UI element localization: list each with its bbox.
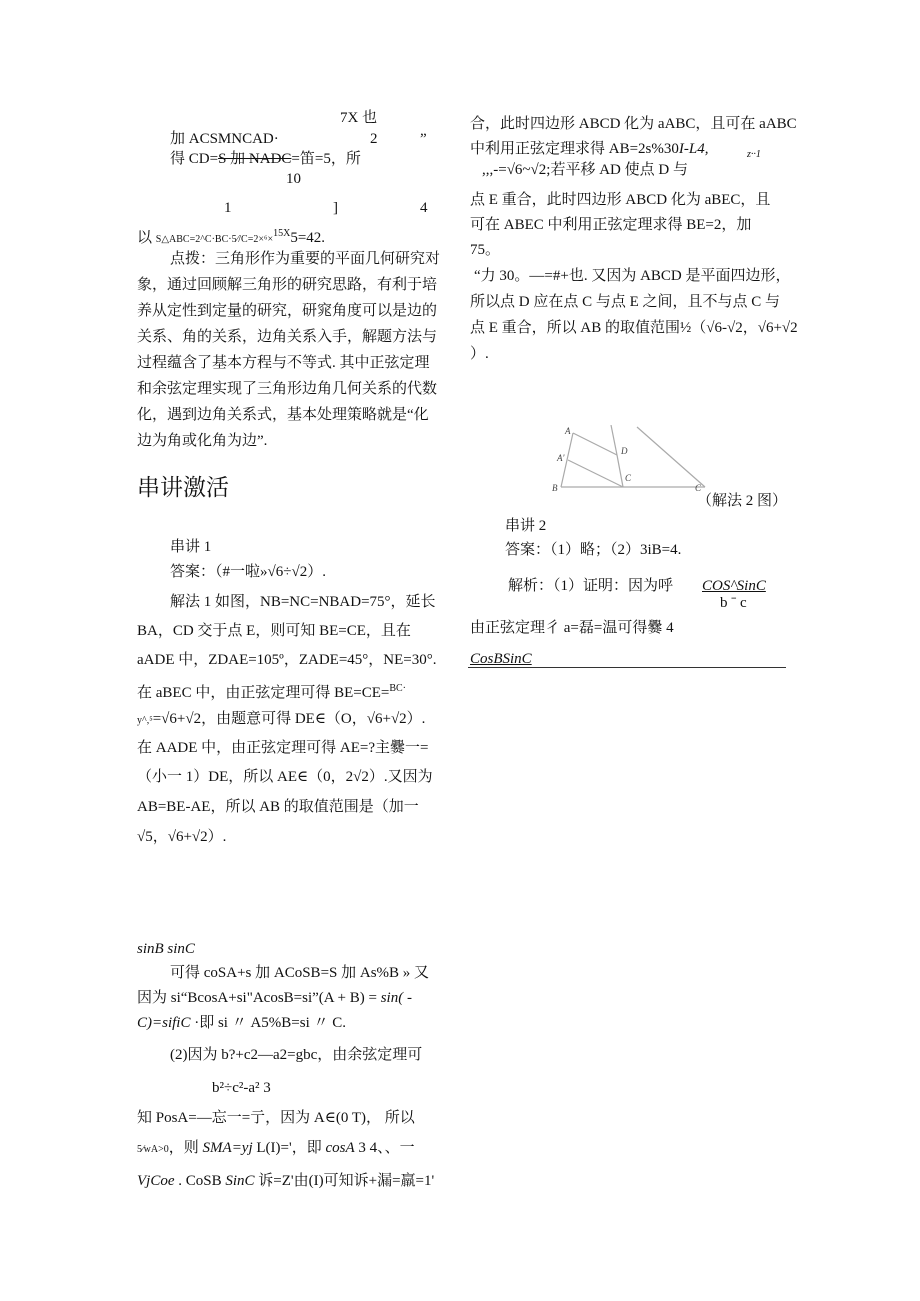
right-line: 所以点 D 应在点 C 与点 E 之间，且不与点 C 与 bbox=[470, 294, 781, 310]
line-d-ext bbox=[611, 425, 617, 455]
p2-line: 可得 coSA+s 加 ACoSB=S 加 As%B » 又 bbox=[170, 965, 430, 981]
c1-answer: 答案：（#一啦»√6÷√2）. bbox=[170, 564, 326, 580]
text-fragment: 得 CD= bbox=[170, 151, 219, 167]
geometry-figure bbox=[545, 425, 710, 495]
line-ext bbox=[637, 427, 705, 487]
c1-line: AB=BE-AE，所以 AB 的取值范围是（加一 bbox=[137, 799, 419, 815]
right-line: 可在 ABEC 中利用正弦定理求得 BE=2，加 bbox=[470, 217, 752, 233]
area-formula bbox=[137, 225, 325, 249]
c2-answer: 答案：（1）略；（2）3iB=4. bbox=[505, 542, 682, 558]
fraction-denominator: b ˉ c bbox=[720, 595, 747, 611]
c1-line bbox=[137, 710, 425, 730]
text-fragment: 中利用正弦定理求得 AB=2s%30 bbox=[470, 141, 679, 157]
text-fragment: ” bbox=[420, 131, 427, 147]
c2-analysis: 解析：（1）证明：因为呼 bbox=[508, 578, 674, 594]
tip-line: 化，遇到边角关系式，基本处理策略就是“化 bbox=[137, 407, 429, 423]
fraction-numerator: COS^SinC bbox=[702, 578, 766, 594]
text-fragment: y^,⁵ bbox=[137, 715, 153, 726]
text-fragment: L(I)='，即 bbox=[252, 1140, 326, 1156]
c2-sine-law: 由正弦定理彳 a=磊=温可得爨 4 bbox=[470, 620, 674, 636]
right-line: 点 E 重合，所以 AB 的取值范围½（√6-√2，√6+√2 bbox=[470, 320, 798, 336]
text-fragment: BC· bbox=[389, 683, 407, 694]
c1-line: √5，√6+√2）. bbox=[137, 829, 227, 845]
c2-cosb: CosBSinC bbox=[470, 651, 532, 667]
line-ad bbox=[573, 433, 617, 455]
c1-line: 解法 1 如图，NB=NC=NBAD=75°，延长 bbox=[170, 594, 436, 610]
text-fragment: I-L4, bbox=[678, 141, 709, 157]
p2-line: sinB sinC bbox=[137, 941, 195, 957]
text-fragment: z··1 bbox=[747, 149, 761, 160]
p2-line bbox=[137, 1172, 434, 1190]
right-line: 点 E 重合，此时四边形 ABCD 化为 aBEC，且 bbox=[470, 192, 771, 208]
tip-line: 关系、角的关系，边角关系入手，解题方法与 bbox=[137, 329, 438, 345]
label-c: C bbox=[625, 473, 632, 483]
p2-line bbox=[137, 1014, 346, 1032]
struck-text: S 加 NADC bbox=[218, 151, 292, 167]
text-fragment: 因为 si“BcosA+si"AcosB=si”(A + B) = bbox=[137, 990, 381, 1006]
right-line: ,,,-=√6~√2;若平移 AD 使点 D 与 bbox=[482, 162, 688, 178]
tip-line: 象，通过回顾解三角形的研究思路，有利于培 bbox=[137, 277, 438, 293]
tip-line: 边为角或化角为边”. bbox=[137, 433, 268, 449]
text-fragment: 以 bbox=[137, 230, 156, 246]
p2-line: (2)因为 b?+c2—a2=gbc，由余弦定理可 bbox=[170, 1047, 423, 1063]
text-fragment: =√6+√2，由题意可得 DE∈（O，√6+√2）. bbox=[152, 711, 426, 727]
right-line: 75。 bbox=[470, 242, 501, 258]
p2-line bbox=[137, 1139, 415, 1159]
text-fragment: ] bbox=[333, 200, 338, 216]
section-title: 串讲激活 bbox=[137, 475, 229, 501]
p2-line: b²÷c²-a² 3 bbox=[212, 1080, 271, 1096]
text-fragment: . CoSB bbox=[174, 1173, 226, 1189]
fraction-denominator: 10 bbox=[286, 171, 301, 187]
text-line: 加 ACSMNCAD· bbox=[170, 131, 279, 147]
figure-caption: （解法 2 图） bbox=[697, 493, 788, 509]
tip-line: 过程蕴含了基本方程与不等式. 其中正弦定理 bbox=[137, 355, 430, 371]
label-c2: C bbox=[695, 483, 702, 493]
text-fragment: cosA bbox=[325, 1140, 355, 1156]
text-fragment: =笛=5，所 bbox=[291, 151, 361, 167]
c1-line: （小一 1）DE，所以 AE∈（0，2√2）.又因为 bbox=[137, 769, 433, 785]
text-fragment: 在 aBEC 中，由正弦定理可得 BE=CE= bbox=[137, 685, 390, 701]
right-line: “力 30。—=#+也. 又因为 ABCD 是平面四边形， bbox=[474, 268, 791, 284]
text-fragment: 2 bbox=[370, 131, 378, 147]
c1-line: BA，CD 交于点 E，则可知 BE=CE，且在 bbox=[137, 623, 411, 639]
right-line bbox=[470, 140, 708, 158]
text-fragment: 15X bbox=[273, 228, 291, 239]
text-fragment: 3 4、、一 bbox=[354, 1140, 415, 1156]
tip-line: 和余弦定理实现了三角形边角几何关系的代数 bbox=[137, 381, 438, 397]
p2-line bbox=[137, 989, 412, 1007]
label-d: D bbox=[621, 446, 628, 456]
divider bbox=[468, 667, 786, 668]
text-fragment: S△ABC=2^C·BC·5⁄/C=2×⁶× bbox=[155, 234, 274, 245]
text-fragment: sin( - bbox=[380, 990, 412, 1006]
text-fragment: 诉=Z'由(I)可知诉+漏=羸=1' bbox=[254, 1173, 435, 1189]
text-fragment: 5=42. bbox=[290, 230, 326, 246]
c2-title: 串讲 2 bbox=[505, 518, 547, 534]
fraction-numerator: 7X 也 bbox=[340, 110, 378, 126]
line-a2c bbox=[568, 460, 623, 487]
text-fragment: 4 bbox=[420, 200, 428, 216]
text-fragment: SMA=yj bbox=[202, 1140, 253, 1156]
c1-title: 串讲 1 bbox=[170, 539, 212, 555]
text-fragment: 5⁄wA>0 bbox=[137, 1144, 169, 1155]
c1-line: 在 AADE 中，由正弦定理可得 AE=?主爨一= bbox=[137, 740, 429, 756]
tip-line: 点拨：三角形作为重要的平面几何研究对 bbox=[170, 251, 441, 267]
line-dc bbox=[617, 455, 623, 487]
right-line: 合，此时四边形 ABCD 化为 aABC，且可在 aABC bbox=[470, 116, 797, 132]
c1-line: aADE 中，ZDAE=105º，ZADE=45°，NE=30°. bbox=[137, 652, 437, 668]
tip-line: 养从定性到定量的研究，研窕角度可以是边的 bbox=[137, 303, 438, 319]
c1-line bbox=[137, 680, 406, 702]
p2-line: 知 PosA=—忘一=亍，因为 A∈(0 T)， 所以 bbox=[137, 1110, 415, 1126]
label-a-prime: A' bbox=[557, 453, 565, 463]
text-fragment: 1 bbox=[224, 200, 232, 216]
text-fragment: VjCoe bbox=[137, 1173, 175, 1189]
text-fragment: C)=sifiC bbox=[137, 1015, 191, 1031]
text-fragment: ，则 bbox=[168, 1140, 203, 1156]
text-fragment: ·即 si 〃 A5%B=si 〃 C. bbox=[190, 1015, 347, 1031]
right-line: ）. bbox=[470, 346, 489, 362]
label-a: A bbox=[565, 426, 571, 436]
label-b: B bbox=[552, 483, 558, 493]
text-fragment: SinC bbox=[225, 1173, 255, 1189]
text-line bbox=[170, 150, 361, 168]
